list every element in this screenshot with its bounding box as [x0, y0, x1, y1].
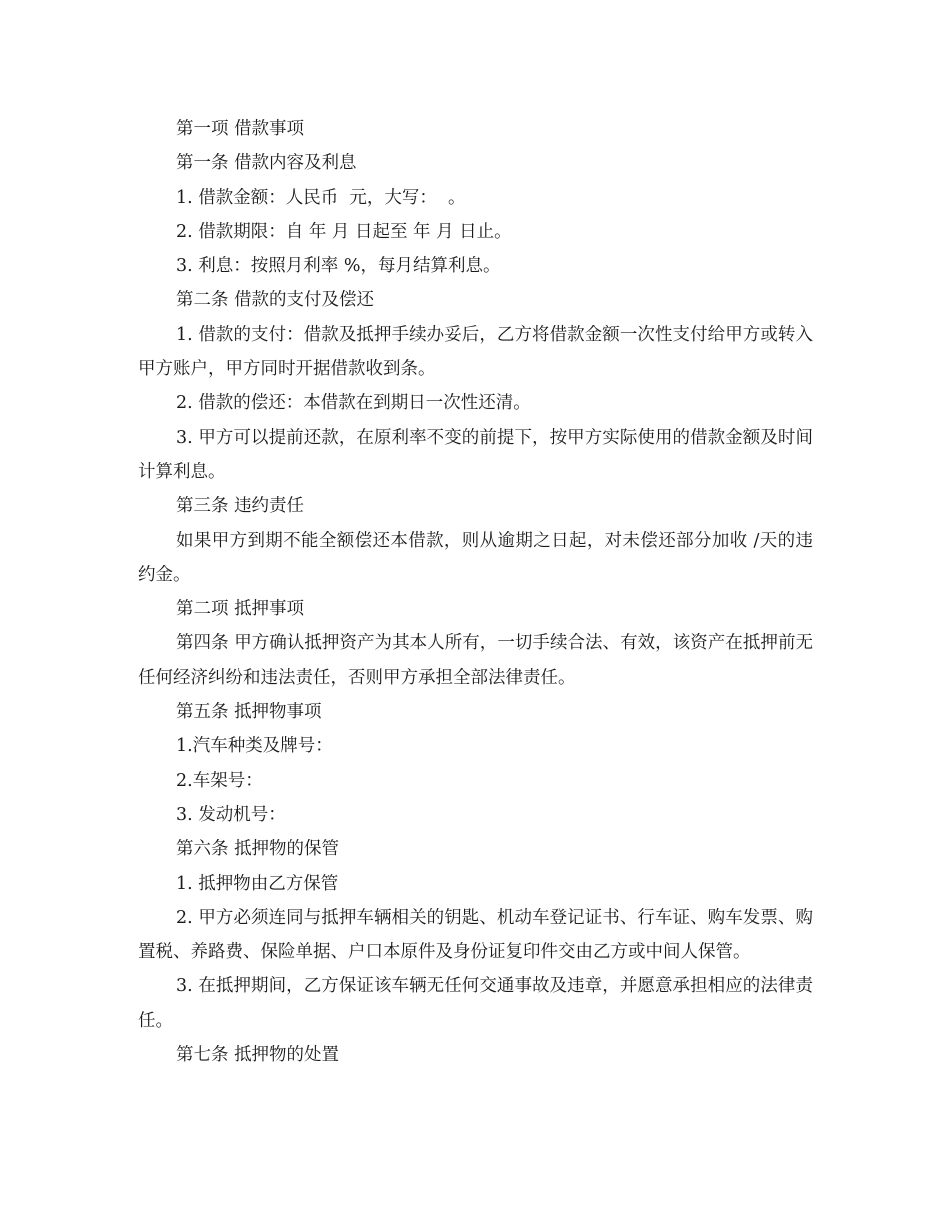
section-heading: 第二项 抵押事项	[176, 599, 305, 620]
clause-item: 2.车架号：	[176, 770, 263, 791]
clause-item: 2. 借款的偿还：本借款在到期日一次性还清。	[176, 393, 531, 414]
document-body	[138, 112, 813, 1072]
article-heading: 第一条 借款内容及利息	[176, 153, 357, 174]
article-heading: 第三条 违约责任	[176, 496, 305, 517]
clause-item: 1. 借款的支付：借款及抵押手续办妥后，乙方将借款金额一次性支付给甲方或转入甲方账户，甲方同时开据借款收到条。	[138, 324, 813, 380]
clause-item: 3. 利息：按照月利率 %，每月结算利息。	[176, 256, 501, 277]
clause-item: 1.汽车种类及牌号：	[176, 736, 333, 757]
clause-item: 2. 借款期限：自 年 月 日起至 年 月 日止。	[176, 221, 512, 242]
section-heading: 第一项 借款事项	[176, 119, 305, 139]
article-heading: 第二条 借款的支付及偿还	[176, 290, 375, 311]
body-paragraph: 如果甲方到期不能全额偿还本借款，则从逾期之日起，对未偿还部分加收 /天的违约金。	[138, 530, 813, 585]
article-heading: 第五条 抵押物事项	[176, 702, 322, 723]
clause-item: 3. 甲方可以提前还款，在原利率不变的前提下，按甲方实际使用的借款金额及时间计算利息。	[138, 427, 813, 482]
clause-item: 1. 借款金额：人民币 元，大写： 。	[176, 187, 466, 208]
body-paragraph: 第四条 甲方确认抵押资产为其本人所有，一切手续合法、有效，该资产在抵押前无任何经济纠纷和违法责任，否则甲方承担全部法律责任。	[138, 633, 813, 688]
clause-item: 3. 发动机号：	[176, 804, 286, 825]
article-heading: 第七条 抵押物的处置	[176, 1045, 340, 1066]
article-heading: 第六条 抵押物的保管	[176, 839, 340, 860]
clause-item: 1. 抵押物由乙方保管	[176, 873, 339, 894]
clause-item: 2. 甲方必须连同与抵押车辆相关的钥匙、机动车登记证书、行车证、购车发票、购置税、养路费、保险单据、户口本原件及身份证复印件交由乙方或中间人保管。	[138, 907, 813, 963]
clause-item: 3. 在抵押期间，乙方保证该车辆无任何交通事故及违章，并愿意承担相应的法律责任。	[138, 976, 813, 1031]
